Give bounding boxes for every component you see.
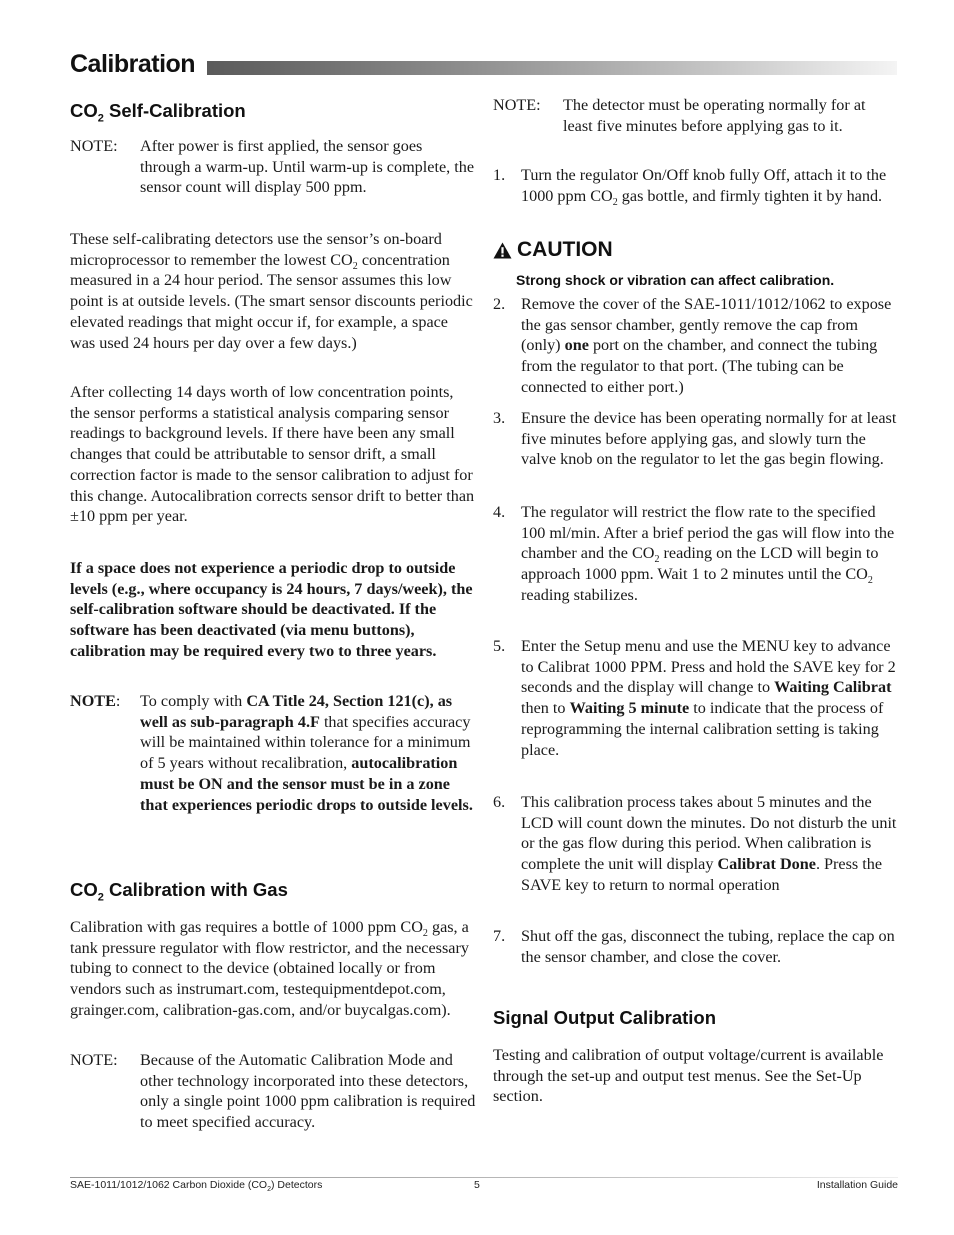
- note-text-part: To comply with: [140, 692, 247, 710]
- note-text: After power is first applied, the sensor goes through a warm-up. Until warm-up is complete, the sensor count will display 500 ppm.: [140, 137, 475, 197]
- footer-page-number: 5: [474, 1179, 480, 1191]
- step-text-part: Turn the regulator On/Off knob fully Off, attach it to the 1000 ppm CO: [521, 166, 887, 205]
- step-text-part: This calibration process takes about 5 minutes and the LCD will count down the minutes. Do not disturb the unit or the gas flow during this period. When calibration is complete the unit will display: [521, 793, 897, 874]
- step-text-part: to indicate that the process of reprogramming the internal calibration setting is taking place.: [521, 699, 884, 759]
- note-label-bold: NOTE: [70, 692, 116, 710]
- footer-text: ) Detectors: [271, 1179, 323, 1191]
- heading-subscript: 2: [97, 112, 104, 125]
- subscript: 2: [654, 554, 660, 566]
- footer-guide-label: Installation Guide: [816, 1179, 898, 1191]
- step-number: 1.: [493, 166, 506, 184]
- note-operating: [493, 95, 899, 136]
- note-text: The detector must be operating normally for at least five minutes before applying gas to it.: [563, 96, 866, 135]
- footer-rule: [70, 1177, 898, 1178]
- note-ca-title-24: [70, 691, 476, 815]
- subscript: 2: [352, 260, 358, 272]
- step-text-bold: Calibrat Done: [717, 855, 816, 874]
- note-text-part: that specifies accuracy will be maintained within tolerance for a minimum of 5 years without recalibration,: [140, 712, 471, 773]
- caution-label: CAUTION: [517, 238, 613, 261]
- step-text-part: then to: [521, 699, 570, 718]
- note-label: [70, 691, 120, 712]
- step-text: Shut off the gas, disconnect the tubing, replace the cap on the sensor chamber, and close the cover.: [521, 927, 895, 966]
- step-1: [493, 165, 899, 206]
- para-text: These self-calibrating detectors use the sensor’s on-board microprocessor to remember the lowest CO: [70, 230, 442, 269]
- step-6: [493, 792, 899, 896]
- note-label: NOTE:: [70, 1051, 118, 1069]
- step-text-part: The regulator will restrict the flow rate to the specified 100 ml/min. After a brief period the gas will flow into the chamber and the CO: [521, 503, 895, 563]
- warning-triangle-icon: [493, 242, 512, 259]
- note-text: Because of the Automatic Calibration Mode and other technology incorporated into these detectors, only a single point 1000 ppm calibration is required to meet specified accuracy.: [140, 1051, 476, 1132]
- paragraph-deactivation-warning: If a space does not experience a periodic drop to outside levels (e.g., where occupancy is 24 hours, 7 days/week), the self-calibration software should be deactivated. If the software has been deactivated (via menu buttons), calibration may be required every two to three years.: [70, 559, 473, 660]
- step-text: [521, 636, 899, 760]
- para-text: gas, a tank pressure regulator with flow restrictor, and the necessary tubing to connect to the device (obtained locally or from vendors such as instrumart.com, testequipmentdepot.com, grainger.com, calibration-gas.com, and/or buycalgas.com).: [70, 918, 469, 1019]
- caution-heading: [493, 240, 613, 261]
- step-text-part: Remove the cover of the SAE-1011/1012/1062 to expose the gas sensor chamber, gently remove the cap from (only): [521, 295, 892, 355]
- step-3: [493, 408, 899, 470]
- signal-output-heading: Signal Output Calibration: [493, 1007, 717, 1028]
- paragraph-statistical-analysis: After collecting 14 days worth of low concentration points, the sensor performs a statistical analysis comparing sensor readings to background levels. If there have been any small changes that could be attributable to sensor drift, a small correction factor is made to the sensor calibration to adjust for this change. Autocalibration corrects sensor drift to better than ±10 ppm per year.: [70, 383, 475, 526]
- note-text-bold: CA Title 24, Section 121(c), as well as sub-paragraph 4.F: [140, 692, 453, 731]
- paragraph-self-cal-intro: [70, 229, 476, 353]
- step-number: 3.: [493, 409, 506, 427]
- step-text-bold: Waiting 5 minute: [569, 699, 690, 718]
- note-text: [140, 691, 476, 815]
- step-text-part: reading on the LCD will begin to approach 1000 ppm. Wait 1 to 2 minutes until the CO: [521, 544, 879, 584]
- heading-subscript: 2: [97, 891, 104, 904]
- paragraph-gas-requirements: [70, 917, 476, 1021]
- step-number: 6.: [493, 793, 506, 811]
- subscript: 2: [422, 928, 428, 940]
- step-5: [493, 636, 899, 760]
- step-2: [493, 294, 899, 398]
- heading-text: Self-Calibration: [103, 100, 246, 121]
- note-label: NOTE:: [70, 137, 118, 155]
- note-warmup: [70, 136, 476, 198]
- para-text: Calibration with gas requires a bottle of 1000 ppm CO: [70, 918, 423, 936]
- note-label: NOTE:: [493, 96, 541, 114]
- gas-calibration-heading: [70, 879, 288, 904]
- paragraph-signal-output: Testing and calibration of output voltage/current is available through the set-up and output test menus. See the Set-Up section.: [493, 1046, 884, 1106]
- step-text: [521, 165, 899, 206]
- step-4: [493, 502, 899, 606]
- heading-text: CO: [70, 879, 98, 900]
- step-number: 4.: [493, 503, 506, 521]
- subscript: 2: [867, 575, 873, 587]
- note-text-bold: autocalibration must be ON and the sensor must be in a zone that experiences periodic drops to outside levels.: [140, 754, 473, 814]
- footer-document-title: [70, 1179, 323, 1194]
- step-text-part: gas bottle, and firmly tighten it by hand.: [617, 186, 883, 205]
- step-text-part: . Press the SAVE key to return to normal operation: [521, 855, 883, 894]
- title-gradient-bar: [207, 61, 897, 75]
- step-text-part: Enter the Setup menu and use the MENU key to advance to Calibrat 1000 PPM. Press and hold the SAVE key for 2 seconds and the display will change to: [521, 637, 896, 697]
- heading-text: CO: [70, 100, 98, 121]
- step-text-part: reading stabilizes.: [521, 585, 638, 604]
- step-text: Ensure the device has been operating normally for at least five minutes before applying gas, and slowly turn the valve knob on the regulator to let the gas begin flowing.: [521, 409, 897, 469]
- step-text: [521, 294, 899, 398]
- subscript: 2: [267, 1186, 271, 1194]
- step-number: 2.: [493, 295, 506, 313]
- note-label-colon: :: [115, 692, 121, 710]
- step-text: [521, 792, 899, 896]
- step-7: [493, 926, 899, 967]
- step-number: 5.: [493, 637, 506, 655]
- note-single-point: [70, 1050, 476, 1133]
- subscript: 2: [612, 196, 618, 208]
- step-number: 7.: [493, 927, 506, 945]
- step-text-bold: Waiting Calibrat: [774, 678, 892, 697]
- page-title: Calibration: [70, 50, 196, 78]
- self-calibration-heading: [70, 100, 246, 125]
- footer-text: SAE-1011/1012/1062 Carbon Dioxide (CO: [70, 1179, 268, 1191]
- step-text: [521, 502, 899, 606]
- caution-text: Strong shock or vibration can affect calibration.: [516, 272, 835, 288]
- step-text-part: port on the chamber, and connect the tubing from the regulator to that port. (The tubing can be connected to either port.): [521, 336, 878, 396]
- heading-text: Calibration with Gas: [103, 879, 288, 900]
- para-text: concentration measured in a 24 hour period. The sensor assumes this low point is at outside levels. (The smart sensor discounts periodic elevated readings that might occur if, for example, a space was used 24 hours per day over a few days.): [70, 250, 473, 352]
- step-text-bold: one: [564, 336, 589, 355]
